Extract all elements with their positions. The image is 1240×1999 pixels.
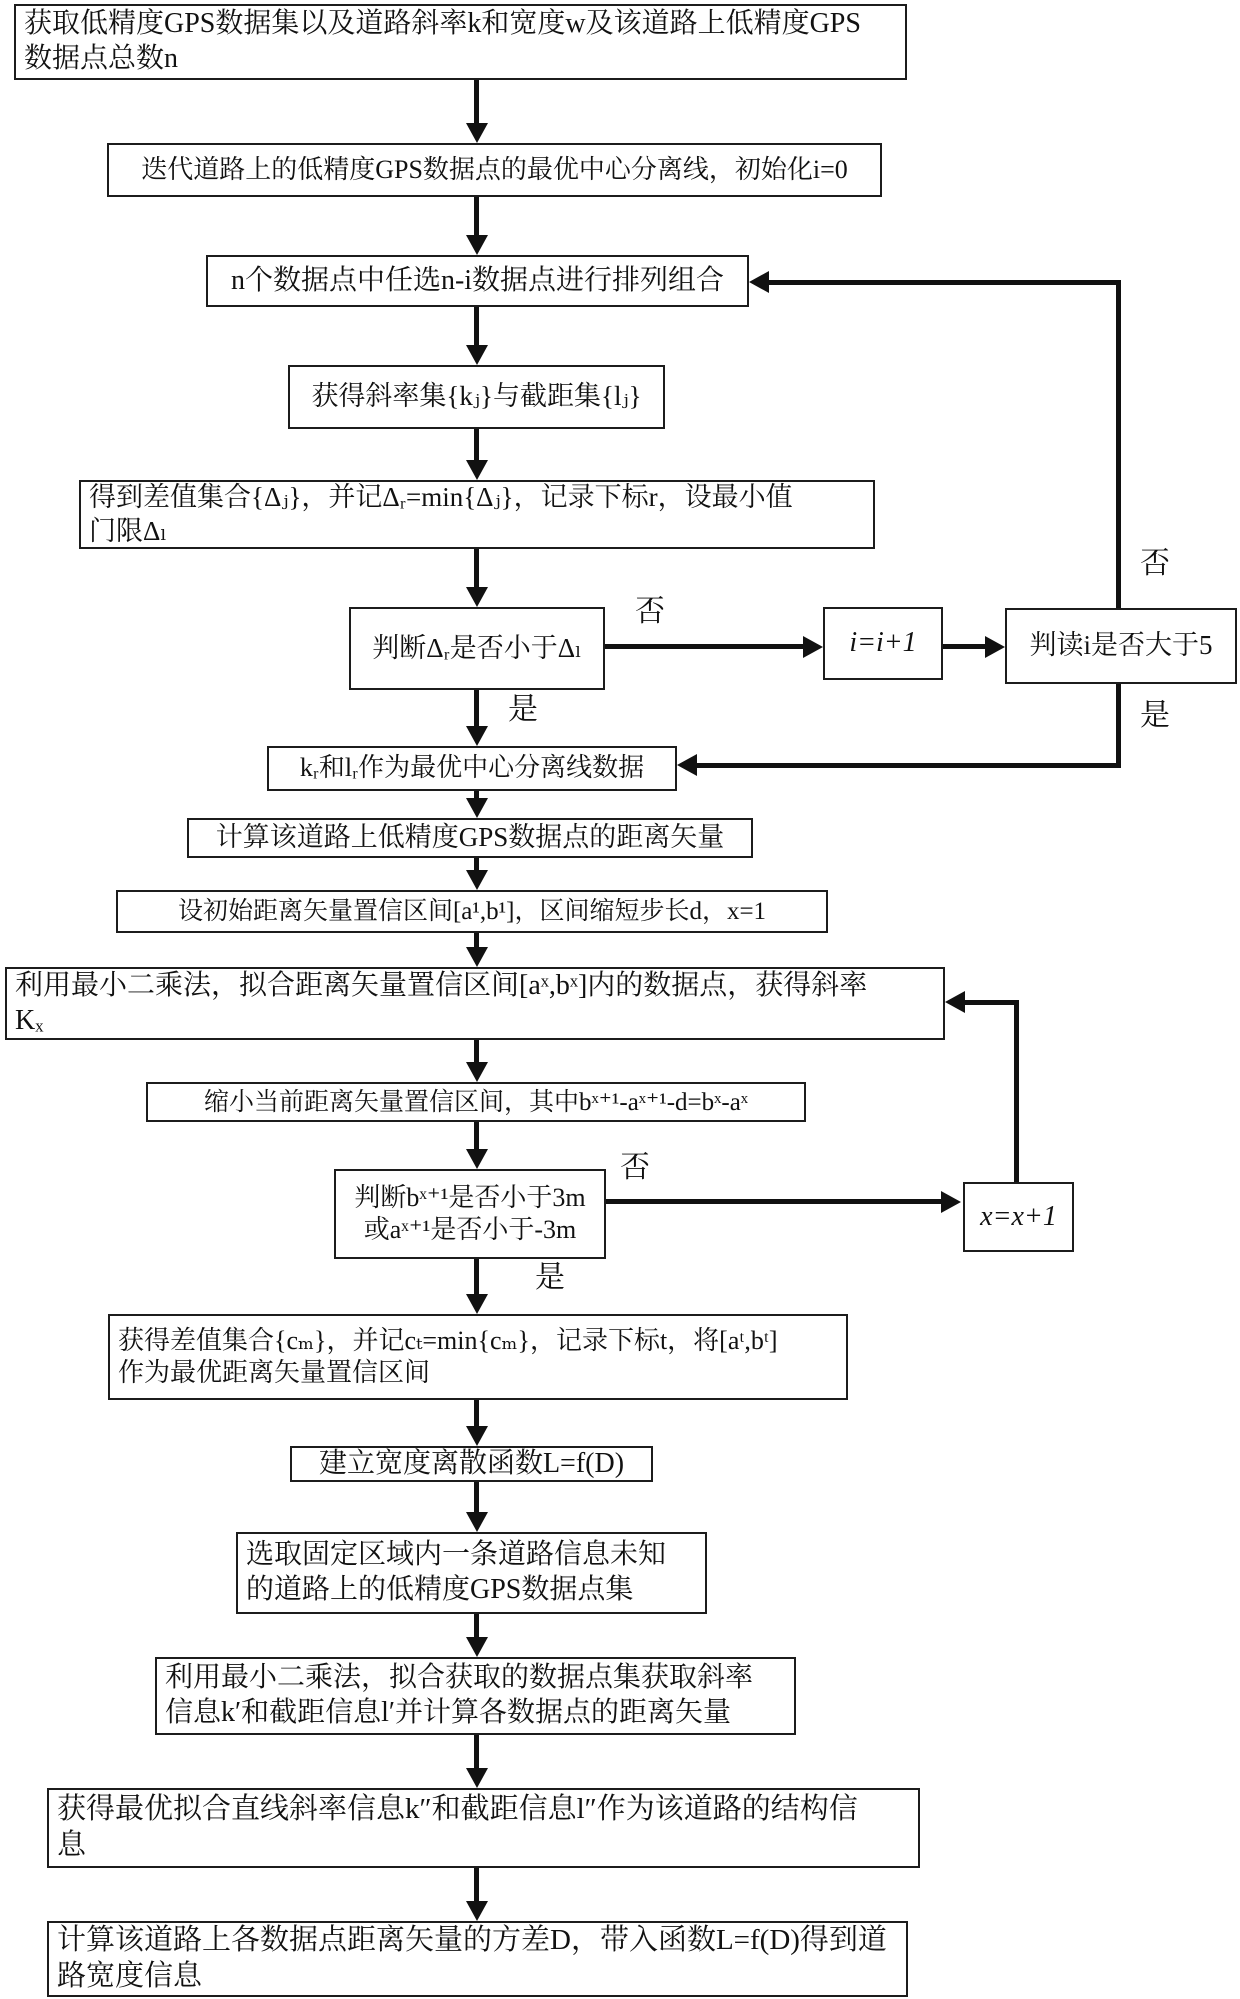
flow-connector [474,1040,479,1064]
node-optimal-interval: 获得差值集合{cₘ}，并记cₜ=min{cₘ}，记录下标t，将[aᵗ,bᵗ] 作为最优距离矢量置信区间 [108,1314,848,1400]
node-compute-delta-set: 得到差值集合{Δⱼ}，并记Δᵣ=min{Δⱼ}，记录下标r，设最小值 门限Δₗ [79,480,875,549]
node-decision-interval-bounds: 判断bˣ⁺¹是否小于3m 或aˣ⁺¹是否小于-3m [334,1169,606,1259]
node-select-unknown-road-points: 选取固定区域内一条道路信息未知 的道路上的低精度GPS数据点集 [236,1532,707,1614]
flow-connector [1014,1000,1019,1182]
arrowhead-right [941,1191,961,1213]
arrowhead-down [466,870,488,890]
branch-label-yes-2: 是 [1140,699,1170,732]
arrowhead-down [466,1426,488,1446]
arrowhead-down [466,123,488,143]
flow-connector [474,1482,479,1514]
arrowhead-down [466,1901,488,1921]
arrowhead-down [466,460,488,480]
flow-connector [965,1000,1019,1005]
node-shrink-interval: 缩小当前距离矢量置信区间，其中bˣ⁺¹-aˣ⁺¹-d=bˣ-aˣ [146,1082,806,1122]
flow-connector [474,1868,479,1903]
node-decision-i-gt-5: 判读i是否大于5 [1005,608,1237,684]
node-width-discrete-function: 建立宽度离散函数L=f(D) [290,1446,653,1482]
node-optimal-centerline-data: kᵣ和lᵣ作为最优中心分离线数据 [267,746,677,791]
arrowhead-right [985,636,1005,658]
node-compute-distance-vectors: 计算该道路上低精度GPS数据点的距离矢量 [187,818,753,858]
arrowhead-left [945,991,965,1013]
branch-label-no-2: 否 [1140,547,1170,580]
flow-connector [474,1614,479,1639]
node-increment-i: i=i+1 [823,607,943,680]
flow-connector [474,1735,479,1770]
branch-label-yes-3: 是 [535,1261,565,1294]
arrowhead-down [466,1062,488,1082]
arrowhead-down [466,235,488,255]
flow-connector [1116,280,1121,608]
node-road-width-info: 计算该道路上各数据点距离矢量的方差D，带入函数L=f(D)得到道 路宽度信息 [47,1921,908,1997]
arrowhead-down [466,587,488,607]
flow-connector [474,80,479,125]
arrowhead-down [466,1294,488,1314]
node-least-squares-fit-new-road: 利用最小二乘法，拟合获取的数据点集获取斜率 信息k′和截距信息l′并计算各数据点的距离矢量 [155,1657,796,1735]
node-road-structure-info: 获得最优拟合直线斜率信息k″和截距信息l″作为该道路的结构信 息 [47,1788,920,1868]
node-least-squares-fit-interval: 利用最小二乘法，拟合距离矢量置信区间[aˣ,bˣ]内的数据点，获得斜率 Kₓ [5,967,945,1040]
flow-connector [474,307,479,347]
flow-connector [697,763,1121,768]
node-get-slope-intercept-sets: 获得斜率集{kⱼ}与截距集{lⱼ} [288,365,665,429]
flow-connector [606,1199,943,1204]
flow-connector [474,549,479,589]
arrowhead-down [466,1637,488,1657]
arrowhead-down [466,798,488,818]
flow-connector [474,1400,479,1428]
flow-connector [943,644,987,649]
arrowhead-down [466,1768,488,1788]
arrowhead-down [466,947,488,967]
flow-connector [474,429,479,462]
node-acquire-gps-dataset: 获取低精度GPS数据集以及道路斜率k和宽度w及该道路上低精度GPS 数据点总数n [14,4,907,80]
node-decision-delta-threshold: 判断Δᵣ是否小于Δₗ [349,607,605,690]
arrowhead-left [749,271,769,293]
branch-label-yes-1: 是 [508,693,538,726]
flow-connector [769,280,1121,285]
flow-connector [474,197,479,237]
flow-connector [474,690,479,728]
flow-connector [605,644,805,649]
arrowhead-left [677,754,697,776]
node-select-combinations: n个数据点中任选n-i数据点进行排列组合 [206,255,749,307]
branch-label-no-3: 否 [620,1151,650,1184]
branch-label-no-1: 否 [635,595,665,628]
arrowhead-down [466,1512,488,1532]
flow-connector [474,1122,479,1151]
arrowhead-right [803,636,823,658]
arrowhead-down [466,1149,488,1169]
node-increment-x: x=x+1 [963,1182,1074,1252]
arrowhead-down [466,726,488,746]
node-init-iteration: 迭代道路上的低精度GPS数据点的最优中心分离线，初始化i=0 [107,143,882,197]
arrowhead-down [466,345,488,365]
node-init-confidence-interval: 设初始距离矢量置信区间[a¹,b¹]，区间缩短步长d，x=1 [116,890,828,933]
flow-connector [1116,684,1121,768]
flow-connector [474,1259,479,1296]
